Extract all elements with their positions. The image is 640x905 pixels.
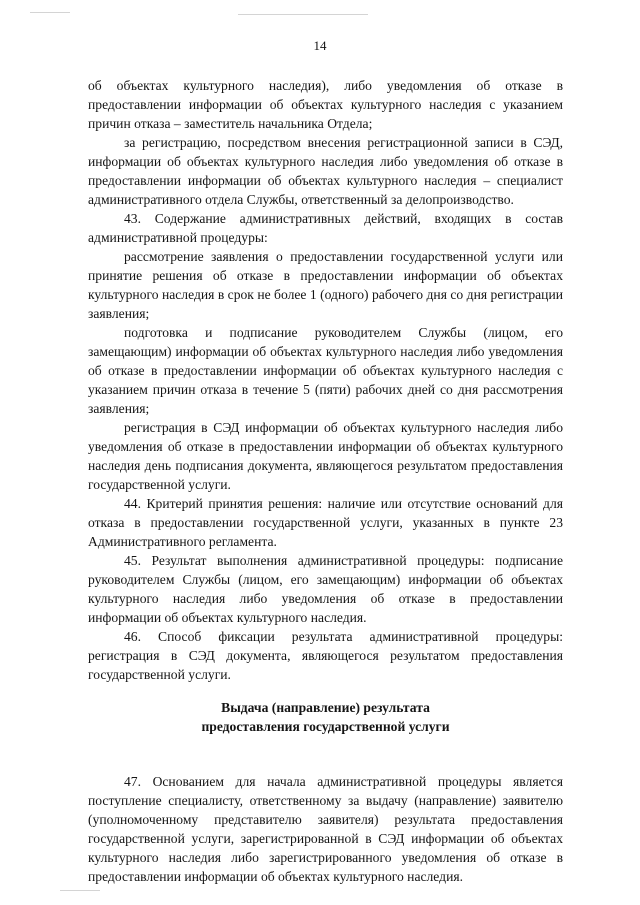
paragraph-43-item-3: регистрация в СЭД информации об объектах культурного наследия либо уведомления об отказе в предоставлении информации об объектах культурного наследия день подписания документа, являющегося результатом предоставления государственной услуги. [88, 420, 563, 492]
paragraph-47: 47. Основанием для начала административной процедуры является поступление специалисту, ответственному за выдачу (направление) заявителю (уполномоченному представителю заявителя) результата предоставления государственной услуги, зарегистрированной в СЭД информации об объектах культурного наследия либо зарегистрированного уведомления об отказе в предоставлении информации об объектах культурного наследия. [88, 774, 563, 884]
paragraph-registration: за регистрацию, посредством внесения регистрационной записи в СЭД, информации об объектах культурного наследия либо уведомления об отказе в предоставлении информации об объектах культурного наследия – специалист административного отдела Службы, ответственный за делопроизводство. [88, 135, 563, 207]
paragraph-43-item-2: подготовка и подписание руководителем Службы (лицом, его замещающим) информации об объектах культурного наследия либо уведомления об отказе в предоставлении информации об объектах культурного наследия с указанием причин отказа в течение 5 (пяти) рабочих дней со дня рассмотрения заявления; [88, 325, 563, 416]
page-number: 14 [313, 38, 327, 53]
paragraph-45: 45. Результат выполнения административной процедуры: подписание руководителем Службы (лицом, его замещающим) информации об объектах культурного наследия либо уведомления об отказе в предоставлении информации об объектах культурного наследия. [88, 553, 563, 625]
scan-noise-bottom-left [60, 890, 100, 891]
section-heading-line-2: предоставления государственной услуги [201, 719, 450, 734]
section-heading-line-1: Выдача (направление) результата [221, 700, 430, 715]
scan-noise-top [238, 14, 368, 15]
paragraph-43-item-1: рассмотрение заявления о предоставлении государственной услуги или принятие решения об отказе в предоставлении информации об объектах культурного наследия в срок не более 1 (одного) рабочего дня со дня регистрации заявления; [88, 249, 563, 321]
paragraph-43: 43. Содержание административных действий, входящих в состав административной процедуры: [88, 211, 563, 245]
section-heading [88, 698, 563, 736]
scan-noise-top-left [30, 12, 70, 13]
document-body [88, 76, 563, 886]
paragraph-continuation: об объектах культурного наследия), либо уведомления об отказе в предоставлении информации об объектах культурного наследия с указанием причин отказа – заместитель начальника Отдела; [88, 78, 563, 131]
paragraph-46: 46. Способ фиксации результата административной процедуры: регистрация в СЭД документа, являющегося результатом предоставления государственной услуги. [88, 629, 563, 682]
paragraph-44: 44. Критерий принятия решения: наличие или отсутствие оснований для отказа в предоставлении государственной услуги, указанных в пункте 23 Административного регламента. [88, 496, 563, 549]
